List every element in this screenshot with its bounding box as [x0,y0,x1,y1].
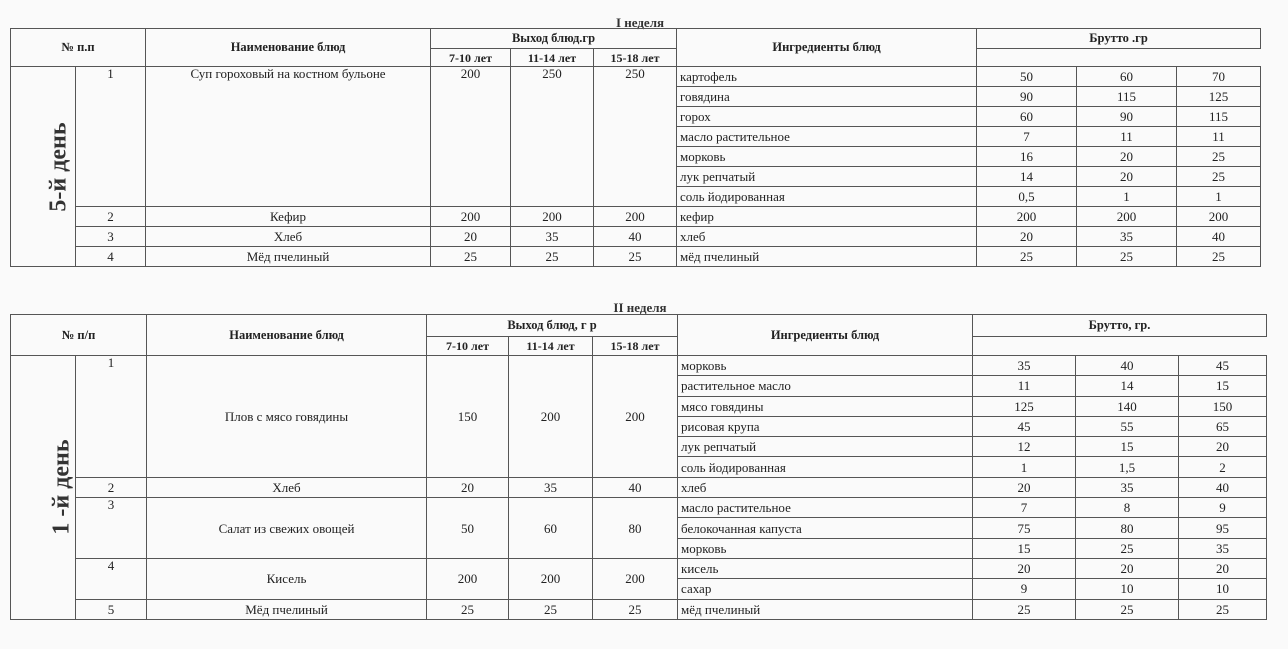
header-output: Выход блюд.гр [431,29,677,49]
gross-15-18: 9 [1179,498,1267,518]
ingredient-name: масло растительное [678,498,973,518]
gross-15-18: 10 [1179,579,1267,599]
ingredient-name: морковь [678,356,973,376]
header-ingredients: Ингредиенты блюд [677,29,977,67]
gross-7-10: 1 [973,457,1076,477]
gross-15-18: 25 [1177,247,1261,267]
gross-7-10: 20 [973,477,1076,497]
gross-11-14: 10 [1076,579,1179,599]
gross-15-18: 45 [1179,356,1267,376]
dish-output-11-14: 35 [511,227,594,247]
ingredient-name: сахар [678,579,973,599]
ingredient-name: растительное масло [678,376,973,396]
dish-output-11-14: 25 [511,247,594,267]
table-row [11,356,1267,376]
dish-name: Хлеб [146,227,431,247]
dish-name: Мёд пчелиный [146,247,431,267]
gross-11-14: 140 [1076,396,1179,416]
age-15-18: 15-18 лет [594,49,677,67]
dish-output-7-10: 50 [427,498,509,559]
gross-7-10: 25 [977,247,1077,267]
ingredient-name: масло растительное [677,127,977,147]
gross-15-18: 125 [1177,87,1261,107]
table-row [11,67,1261,87]
table-row [11,498,1267,518]
gross-7-10: 35 [973,356,1076,376]
dish-output-15-18: 25 [594,247,677,267]
gross-7-10: 0,5 [977,187,1077,207]
dish-output-15-18: 40 [594,227,677,247]
dish-output-11-14: 35 [509,477,593,497]
week1-menu-table [10,28,1261,267]
ingredient-name: морковь [678,538,973,558]
gross-7-10: 12 [973,437,1076,457]
gross-7-10: 9 [973,579,1076,599]
week2-title: II неделя [613,300,667,315]
dish-output-7-10: 20 [431,227,511,247]
gross-15-18: 20 [1179,558,1267,578]
gross-15-18: 70 [1177,67,1261,87]
gross-7-10: 50 [977,67,1077,87]
table-row [11,227,1261,247]
gross-7-10: 7 [973,498,1076,518]
ingredient-name: говядина [677,87,977,107]
gross-15-18: 20 [1179,437,1267,457]
gross-11-14: 35 [1077,227,1177,247]
ingredient-name: хлеб [678,477,973,497]
dish-output-11-14: 250 [511,67,594,207]
ingredient-name: картофель [677,67,977,87]
header-num: № п/п [11,315,147,356]
dish-output-7-10: 200 [427,558,509,599]
dish-name: Суп гороховый на костном бульоне [146,67,431,207]
day-label: 5-й день [45,121,72,212]
gross-15-18: 65 [1179,416,1267,436]
dish-name: Кефир [146,207,431,227]
dish-number: 2 [76,477,147,497]
gross-7-10: 60 [977,107,1077,127]
gross-11-14: 25 [1077,247,1177,267]
gross-11-14: 20 [1077,147,1177,167]
age-11-14: 11-14 лет [509,337,593,356]
header-dish: Наименование блюд [147,315,427,356]
dish-output-11-14: 25 [509,599,593,619]
header-gross: Брутто, гр. [973,315,1267,337]
dish-output-7-10: 200 [431,67,511,207]
gross-11-14: 20 [1077,167,1177,187]
dish-number: 1 [76,356,147,478]
dish-output-11-14: 200 [511,207,594,227]
dish-output-11-14: 200 [509,356,593,478]
table-row [11,477,1267,497]
gross-11-14: 1,5 [1076,457,1179,477]
gross-7-10: 11 [973,376,1076,396]
dish-name: Кисель [147,558,427,599]
gross-15-18: 11 [1177,127,1261,147]
dish-output-11-14: 60 [509,498,593,559]
header-gross: Брутто .гр [977,29,1261,49]
gross-7-10: 20 [973,558,1076,578]
dish-name: Мёд пчелиный [147,599,427,619]
ingredient-name: соль йодированная [678,457,973,477]
gross-7-10: 20 [977,227,1077,247]
dish-number: 2 [76,207,146,227]
dish-output-15-18: 80 [593,498,678,559]
gross-7-10: 14 [977,167,1077,187]
gross-7-10: 125 [973,396,1076,416]
gross-11-14: 25 [1076,599,1179,619]
ingredient-name: кисель [678,558,973,578]
table-row [11,247,1261,267]
gross-11-14: 90 [1077,107,1177,127]
day-cell [11,356,76,620]
gross-7-10: 90 [977,87,1077,107]
gross-15-18: 25 [1177,147,1261,167]
ingredient-name: лук репчатый [677,167,977,187]
age-11-14: 11-14 лет [511,49,594,67]
gross-15-18: 2 [1179,457,1267,477]
gross-11-14: 80 [1076,518,1179,538]
ingredient-name: горох [677,107,977,127]
table-row [11,599,1267,619]
gross-11-14: 60 [1077,67,1177,87]
gross-11-14: 11 [1077,127,1177,147]
ingredient-name: кефир [677,207,977,227]
gross-15-18: 40 [1179,477,1267,497]
dish-output-7-10: 25 [431,247,511,267]
dish-number: 1 [76,67,146,207]
dish-output-15-18: 40 [593,477,678,497]
header-dish: Наименование блюд [146,29,431,67]
gross-15-18: 150 [1179,396,1267,416]
ingredient-name: соль йодированная [677,187,977,207]
header-ingredients: Ингредиенты блюд [678,315,973,356]
age-7-10: 7-10 лет [431,49,511,67]
gross-15-18: 35 [1179,538,1267,558]
dish-number: 3 [76,498,147,559]
ingredient-name: хлеб [677,227,977,247]
ingredient-name: морковь [677,147,977,167]
dish-output-7-10: 150 [427,356,509,478]
dish-output-7-10: 20 [427,477,509,497]
table-row [11,558,1267,578]
gross-11-14: 55 [1076,416,1179,436]
age-15-18: 15-18 лет [593,337,678,356]
gross-15-18: 1 [1177,187,1261,207]
gross-15-18: 25 [1179,599,1267,619]
gross-11-14: 200 [1077,207,1177,227]
gross-7-10: 7 [977,127,1077,147]
gross-7-10: 75 [973,518,1076,538]
gross-15-18: 15 [1179,376,1267,396]
gross-7-10: 25 [973,599,1076,619]
day-label: 1 -й день [48,439,75,535]
ingredient-name: мясо говядины [678,396,973,416]
gross-11-14: 1 [1077,187,1177,207]
gross-15-18: 115 [1177,107,1261,127]
day-cell [11,67,76,267]
ingredient-name: рисовая крупа [678,416,973,436]
week1-title: I неделя [615,15,665,30]
header-output: Выход блюд, г р [427,315,678,337]
header-num: № п.п [11,29,146,67]
gross-7-10: 200 [977,207,1077,227]
dish-name: Плов с мясо говядины [147,356,427,478]
gross-7-10: 45 [973,416,1076,436]
dish-output-15-18: 250 [594,67,677,207]
ingredient-name: лук репчатый [678,437,973,457]
dish-output-11-14: 200 [509,558,593,599]
gross-15-18: 25 [1177,167,1261,187]
dish-output-15-18: 200 [593,558,678,599]
dish-output-15-18: 200 [594,207,677,227]
gross-11-14: 14 [1076,376,1179,396]
age-7-10: 7-10 лет [427,337,509,356]
gross-7-10: 16 [977,147,1077,167]
ingredient-name: мёд пчелиный [678,599,973,619]
dish-output-7-10: 25 [427,599,509,619]
gross-11-14: 25 [1076,538,1179,558]
gross-15-18: 200 [1177,207,1261,227]
gross-11-14: 115 [1077,87,1177,107]
dish-output-7-10: 200 [431,207,511,227]
dish-name: Хлеб [147,477,427,497]
gross-7-10: 15 [973,538,1076,558]
ingredient-name: белокочанная капуста [678,518,973,538]
dish-output-15-18: 200 [593,356,678,478]
gross-11-14: 35 [1076,477,1179,497]
dish-number: 4 [76,558,147,599]
gross-11-14: 40 [1076,356,1179,376]
dish-output-15-18: 25 [593,599,678,619]
dish-number: 3 [76,227,146,247]
dish-name: Салат из свежих овощей [147,498,427,559]
gross-15-18: 40 [1177,227,1261,247]
week2-menu-table [10,314,1267,620]
gross-11-14: 20 [1076,558,1179,578]
table-row [11,207,1261,227]
gross-15-18: 95 [1179,518,1267,538]
ingredient-name: мёд пчелиный [677,247,977,267]
gross-11-14: 15 [1076,437,1179,457]
dish-number: 4 [76,247,146,267]
gross-11-14: 8 [1076,498,1179,518]
dish-number: 5 [76,599,147,619]
